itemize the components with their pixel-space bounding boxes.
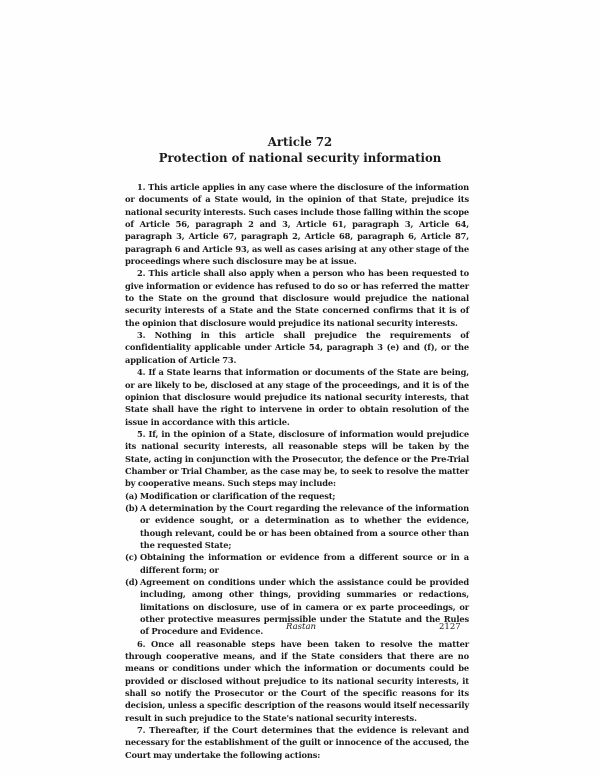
- paragraph-6: 6. Once all reasonable steps have been taken to resolve the matter through cooperative means, and if the State considers that there are no means or conditions under which the information or documents could be provided or disclosed without prejudice to its national security interests, it shall so notify the Prosecutor or the Court of the specific reasons for its decision, unless a specific description of the reasons would itself necessarily result in such prejudice to the State's national security interests.: [125, 638, 469, 723]
- article-heading: [0, 135, 600, 166]
- paragraph-3: 3. Nothing in this article shall prejudice the requirements of confidentiality applicable under Article 54, paragraph 3 (e) and (f), or the application of Article 73.: [125, 330, 469, 365]
- paragraph-1: 1. This article applies in any case where the disclosure of the information or documents of a State would, in the opinion of that State, prejudice its national security interests. Such cases include those falling within the scope of Article 56, paragraph 2 and 3, Article 61, paragraph 3, Article 64, paragraph 3, Article 67, paragraph 2, Article 68, paragraph 6, Article 87, paragraph 6 and Article 93, as well as cases arising at any other stage of the proceedings where such disclosure may be at issue.: [125, 182, 469, 267]
- article-number: Article 72: [267, 135, 333, 149]
- list-item-label: (c): [125, 552, 138, 563]
- list-item-text: A determination by the Court regarding the relevance of the information or evidence sought, or a determination as to whether the evidence, though relevant, could be or has been obtained from a source other than the requested State;: [140, 502, 469, 550]
- list-item-a: [125, 490, 469, 502]
- list-item-text: Agreement on conditions under which the assistance could be provided including, among other things, providing summaries or redactions, limitations on disclosure, use of in camera or ex parte proceedings, or other protective measures permissible under the Statute and the Rules of Procedure and Evidence.: [140, 577, 469, 637]
- paragraph-4: 4. If a State learns that information or documents of the State are being, or are likely to be, disclosed at any stage of the proceedings, and it is of the opinion that disclosure would prejudice its national security interests, that State shall have the right to intervene in order to obtain resolution of the issue in accordance with this article.: [125, 367, 469, 427]
- paragraph-7: 7. Thereafter, if the Court determines that the evidence is relevant and necessary for the establishment of the guilt or innocence of the accused, the Court may undertake the following actions:: [125, 725, 469, 760]
- paragraph-5: 5. If, in the opinion of a State, disclosure of information would prejudice its national security interests, all reasonable steps will be taken by the State, acting in conjunction with the Prosecutor, the defence or the Pre-Trial Chamber or Trial Chamber, as the case may be, to seek to resolve the matter by cooperative means. Such steps may include:: [125, 428, 469, 489]
- page-number: 2127: [439, 622, 461, 632]
- list-item-label: (d): [125, 577, 139, 587]
- list-item-label: (a): [125, 490, 138, 501]
- list-item-label: (b): [125, 502, 139, 513]
- list-item-text: Modification or clarification of the request;: [140, 490, 336, 501]
- list-item-c: [125, 551, 469, 576]
- paragraph-2: 2. This article shall also apply when a person who has been requested to give information or evidence has refused to do so or has referred the matter to the State on the ground that disclosure would prejudice the national security interests of a State and the State concerned confirms that it is of the opinion that disclosure would prejudice its national security interests.: [125, 268, 469, 328]
- list-item-text: Obtaining the information or evidence from a different source or in a different form; or: [140, 552, 469, 575]
- article-body: [125, 181, 469, 761]
- footer-author: Rastan: [286, 622, 316, 632]
- list-item-b: [125, 502, 469, 551]
- article-title: Protection of national security information: [158, 150, 442, 165]
